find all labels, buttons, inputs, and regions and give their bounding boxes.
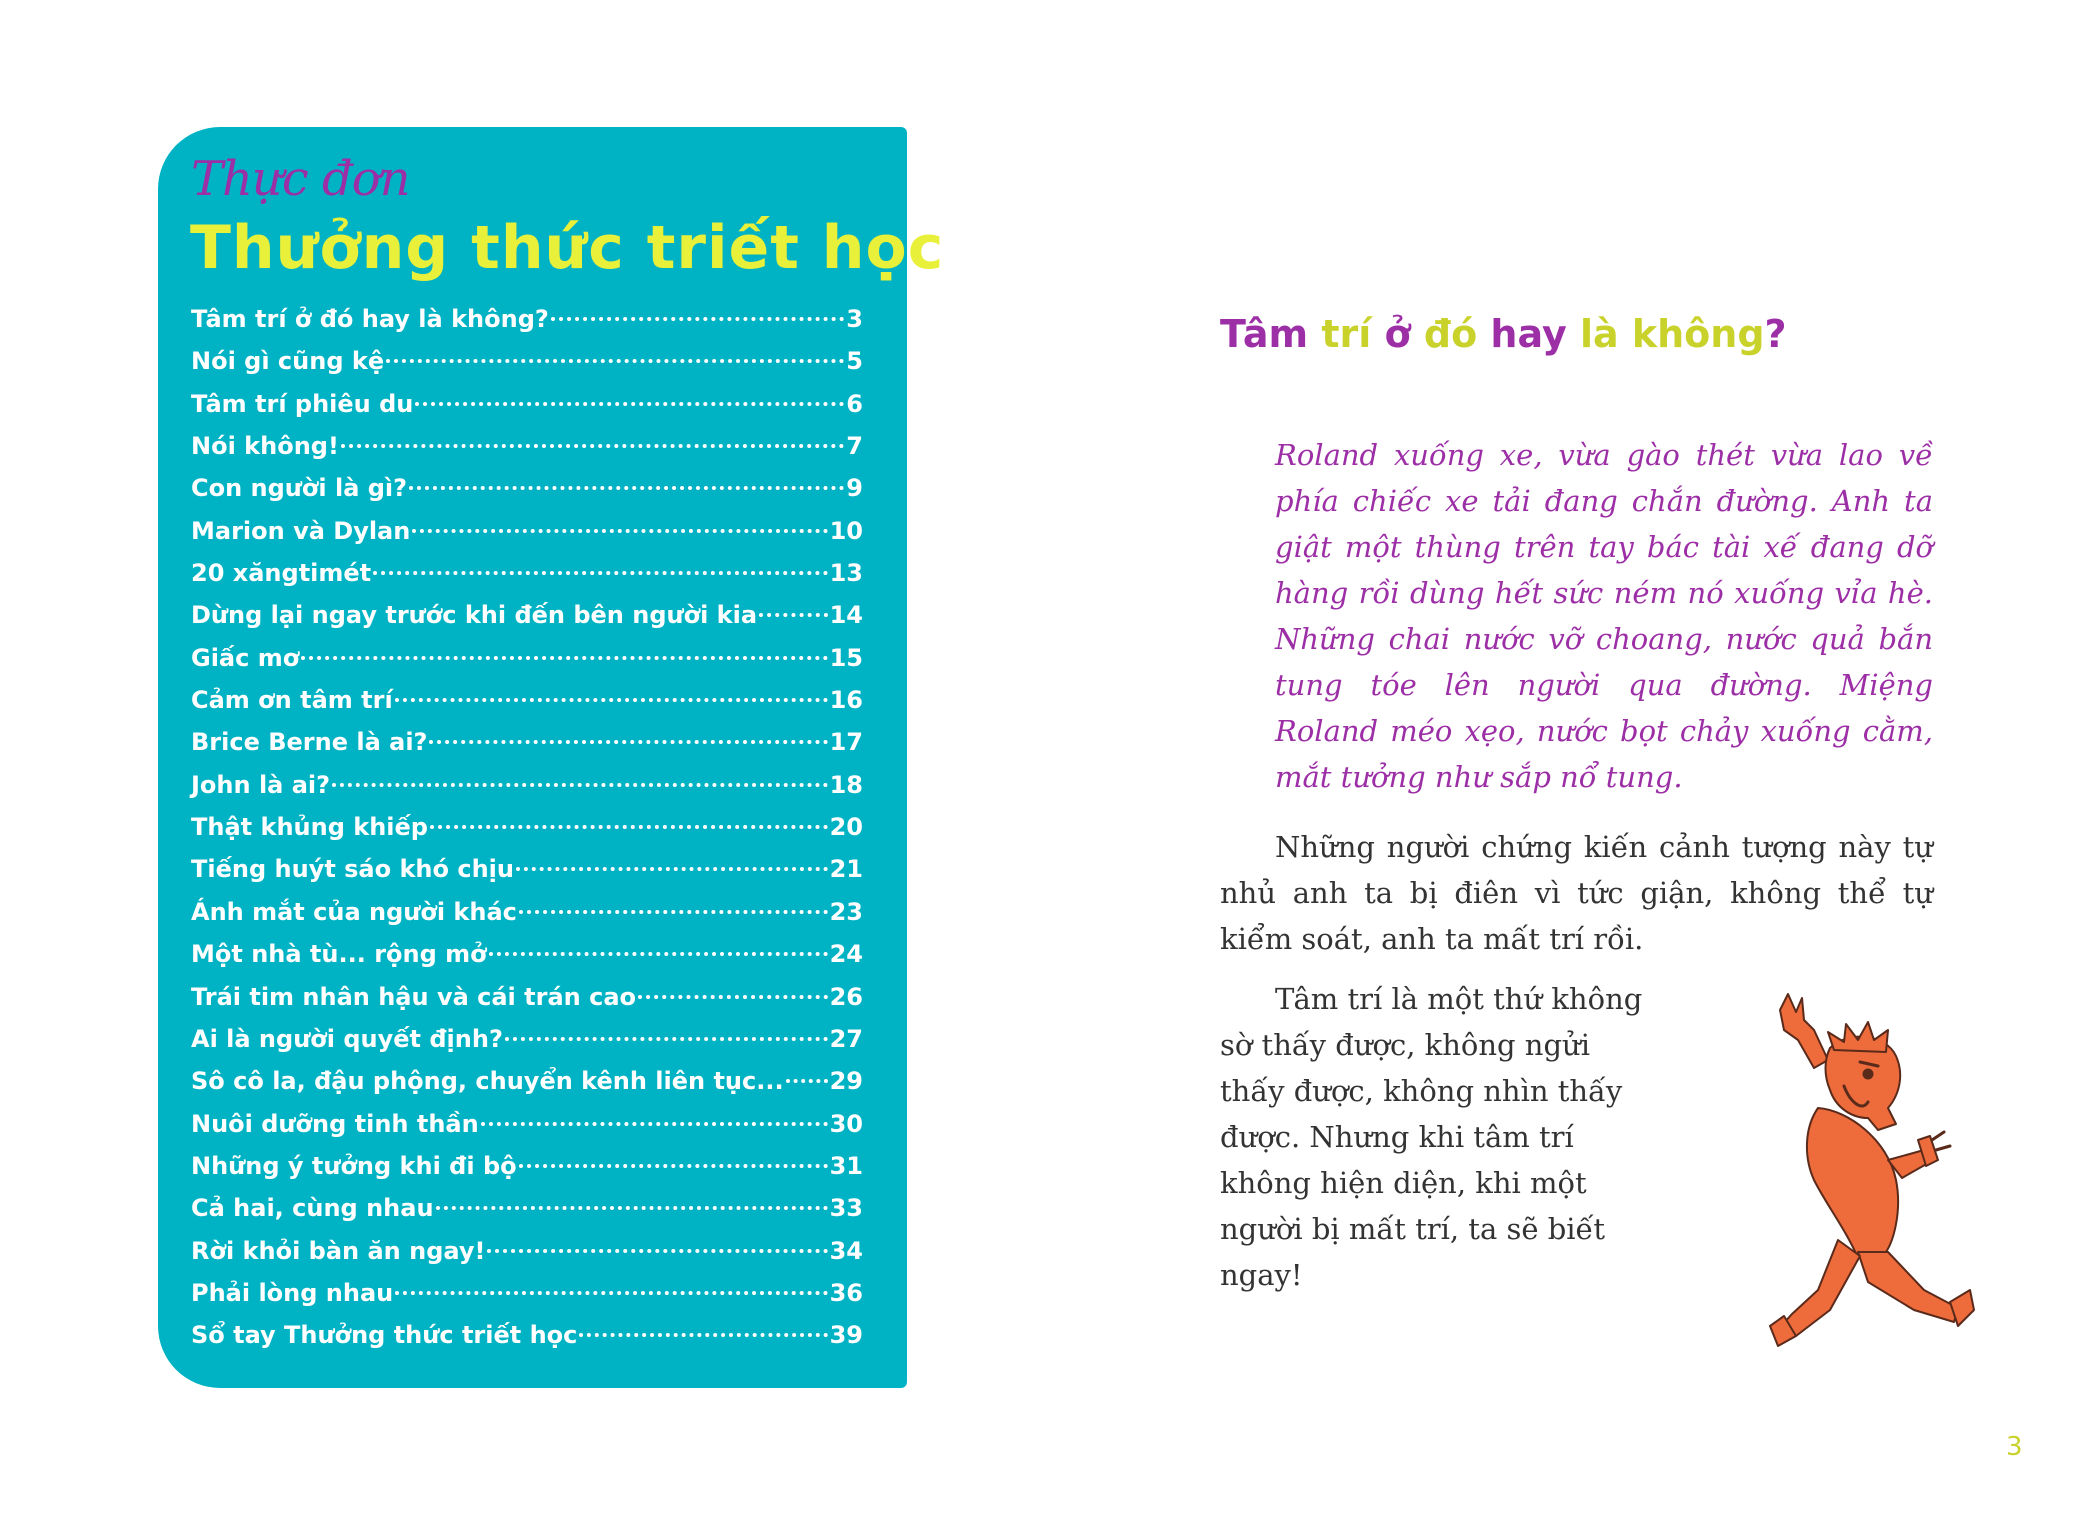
heading-word: hay xyxy=(1490,312,1580,356)
toc-entry-page: 9 xyxy=(846,474,863,503)
toc-leader-dots xyxy=(301,656,827,660)
toc-leader-dots xyxy=(332,783,828,787)
toc-leader-dots xyxy=(395,1291,827,1295)
angry-man-illustration xyxy=(1718,990,1978,1370)
toc-entry xyxy=(191,644,863,686)
toc-entry-page: 13 xyxy=(829,559,863,588)
toc-leader-dots xyxy=(430,825,828,829)
toc-entry-page: 30 xyxy=(829,1109,863,1138)
toc-entry-page: 29 xyxy=(829,1067,863,1096)
toc-list xyxy=(191,305,863,1364)
toc-leader-dots xyxy=(786,1079,828,1083)
heading-word: trí xyxy=(1321,312,1385,356)
toc-entry xyxy=(191,1194,863,1236)
toc-entry xyxy=(191,517,863,559)
toc-entry-label: Ai là người quyết định? xyxy=(191,1024,503,1053)
toc-entry-page: 31 xyxy=(829,1151,863,1180)
toc-entry-page: 6 xyxy=(846,389,863,418)
toc-entry-page: 18 xyxy=(829,770,863,799)
article-intro: Roland xuống xe, vừa gào thét vừa lao về phía chiếc xe tải đang chắn đường. Anh ta giật một thùng trên tay bác tài xế đang dỡ hàng rồi dùng hết sức ném nó xuống vỉa hè. Những chai nước vỡ choang, nước quả bắn tung tóe lên người qua đường. Miệng Roland méo xẹo, nước bọt chảy xuống cằm, mắt tưởng như sắp nổ tung. xyxy=(1275,438,1933,794)
toc-title: Thưởng thức triết học xyxy=(190,213,945,283)
table-of-contents-panel xyxy=(158,127,945,1388)
toc-leader-dots xyxy=(579,1333,827,1337)
toc-entry-label: Marion và Dylan xyxy=(191,516,411,545)
toc-leader-dots xyxy=(519,1164,828,1168)
toc-entry xyxy=(191,728,863,770)
toc-entry xyxy=(191,1152,863,1194)
toc-subtitle: Thực đơn xyxy=(191,151,410,207)
toc-entry-label: Thật khủng khiếp xyxy=(191,813,428,842)
article-paragraph-2: Tâm trí là một thứ không sờ thấy được, không ngửi thấy được, không nhìn thấy được. Nhưng khi tâm trí không hiện diện, khi một người bị mất trí, ta sẽ biết ngay! xyxy=(1220,982,1643,1292)
toc-entry xyxy=(191,1321,863,1363)
toc-leader-dots xyxy=(481,1122,828,1126)
toc-leader-dots xyxy=(386,359,844,363)
toc-entry-page: 21 xyxy=(829,855,863,884)
toc-entry xyxy=(191,1237,863,1279)
toc-entry-page: 26 xyxy=(829,982,863,1011)
toc-entry-label: Cảm ơn tâm trí xyxy=(191,686,393,715)
toc-leader-dots xyxy=(487,1249,827,1253)
toc-entry-page: 16 xyxy=(829,686,863,715)
toc-entry-label: Tiếng huýt sáo khó chịu xyxy=(191,855,514,884)
toc-leader-dots xyxy=(412,529,827,533)
heading-word: không xyxy=(1631,312,1765,356)
toc-entry-label: 20 xăngtimét xyxy=(191,559,372,588)
toc-entry xyxy=(191,305,863,347)
toc-entry-page: 24 xyxy=(829,940,863,969)
toc-entry-label: Những ý tưởng khi đi bộ xyxy=(191,1151,517,1180)
toc-entry xyxy=(191,898,863,940)
toc-entry-page: 34 xyxy=(829,1236,863,1265)
toc-entry-page: 36 xyxy=(829,1278,863,1307)
toc-entry xyxy=(191,983,863,1025)
toc-entry xyxy=(191,940,863,982)
toc-entry-label: Brice Berne là ai? xyxy=(191,728,428,757)
article-paragraph-1: Những người chứng kiến cảnh tượng này tự nhủ anh ta bị điên vì tức giận, không thể tự kiểm soát, anh ta mất trí rồi. xyxy=(1220,830,1933,956)
toc-entry-label: John là ai? xyxy=(191,770,331,799)
toc-entry xyxy=(191,390,863,432)
page-number: 3 xyxy=(2006,1432,2023,1462)
toc-entry xyxy=(191,1110,863,1152)
toc-entry-page: 33 xyxy=(829,1194,863,1223)
toc-leader-dots xyxy=(759,613,828,617)
toc-entry xyxy=(191,1067,863,1109)
toc-entry-page: 27 xyxy=(829,1024,863,1053)
toc-entry-label: Sô cô la, đậu phộng, chuyển kênh liên tục... xyxy=(191,1067,784,1096)
toc-entry-page: 15 xyxy=(829,643,863,672)
toc-entry-label: Ánh mắt của người khác xyxy=(191,897,517,926)
heading-word: ở xyxy=(1384,312,1424,356)
toc-entry-label: Dừng lại ngay trước khi đến bên người kia xyxy=(191,601,758,630)
heading-word: Tâm xyxy=(1220,312,1322,356)
toc-entry-label: Nuôi dưỡng tinh thần xyxy=(191,1109,479,1138)
toc-entry xyxy=(191,347,863,389)
toc-entry-page: 39 xyxy=(829,1321,863,1350)
toc-entry xyxy=(191,601,863,643)
toc-entry-label: Nói gì cũng kệ xyxy=(191,347,385,376)
toc-entry-label: Cả hai, cùng nhau xyxy=(191,1194,434,1223)
toc-entry-label: Tâm trí phiêu du xyxy=(191,389,414,418)
toc-entry-label: Con người là gì? xyxy=(191,474,408,503)
toc-leader-dots xyxy=(436,1206,828,1210)
toc-leader-dots xyxy=(429,740,827,744)
toc-entry-label: Trái tim nhân hậu và cái trán cao xyxy=(191,982,636,1011)
toc-leader-dots xyxy=(395,698,828,702)
toc-leader-dots xyxy=(373,571,827,575)
toc-leader-dots xyxy=(519,910,828,914)
toc-entry xyxy=(191,771,863,813)
article-heading xyxy=(1220,312,1787,356)
toc-entry-page: 23 xyxy=(829,897,863,926)
toc-leader-dots xyxy=(489,952,828,956)
heading-word: là xyxy=(1579,312,1632,356)
toc-entry xyxy=(191,813,863,855)
toc-leader-dots xyxy=(516,867,828,871)
toc-leader-dots xyxy=(341,444,844,448)
toc-leader-dots xyxy=(415,402,844,406)
toc-entry-page: 20 xyxy=(829,813,863,842)
toc-entry-page: 7 xyxy=(846,432,863,461)
toc-entry-page: 14 xyxy=(829,601,863,630)
toc-entry-label: Nói không! xyxy=(191,432,339,461)
toc-entry-page: 10 xyxy=(829,516,863,545)
toc-leader-dots xyxy=(638,995,828,999)
toc-entry xyxy=(191,1025,863,1067)
toc-entry xyxy=(191,686,863,728)
toc-entry xyxy=(191,855,863,897)
toc-leader-dots xyxy=(409,486,844,490)
toc-entry-page: 3 xyxy=(846,305,863,333)
toc-entry-label: Giấc mơ xyxy=(191,643,300,672)
toc-entry-label: Tâm trí ở đó hay là không? xyxy=(191,305,549,333)
toc-entry-label: Rời khỏi bàn ăn ngay! xyxy=(191,1236,486,1265)
heading-word: ? xyxy=(1764,312,1787,356)
toc-entry xyxy=(191,559,863,601)
toc-entry-page: 17 xyxy=(829,728,863,757)
toc-entry-label: Một nhà tù... rộng mở xyxy=(191,940,487,969)
toc-entry-label: Phải lòng nhau xyxy=(191,1278,394,1307)
toc-entry xyxy=(191,1279,863,1321)
toc-entry xyxy=(191,474,863,516)
toc-entry-label: Sổ tay Thưởng thức triết học xyxy=(191,1321,578,1350)
toc-entry-page: 5 xyxy=(846,347,863,376)
toc-leader-dots xyxy=(505,1037,828,1041)
toc-entry xyxy=(191,432,863,474)
heading-word: đó xyxy=(1423,312,1491,356)
toc-leader-dots xyxy=(551,317,844,321)
